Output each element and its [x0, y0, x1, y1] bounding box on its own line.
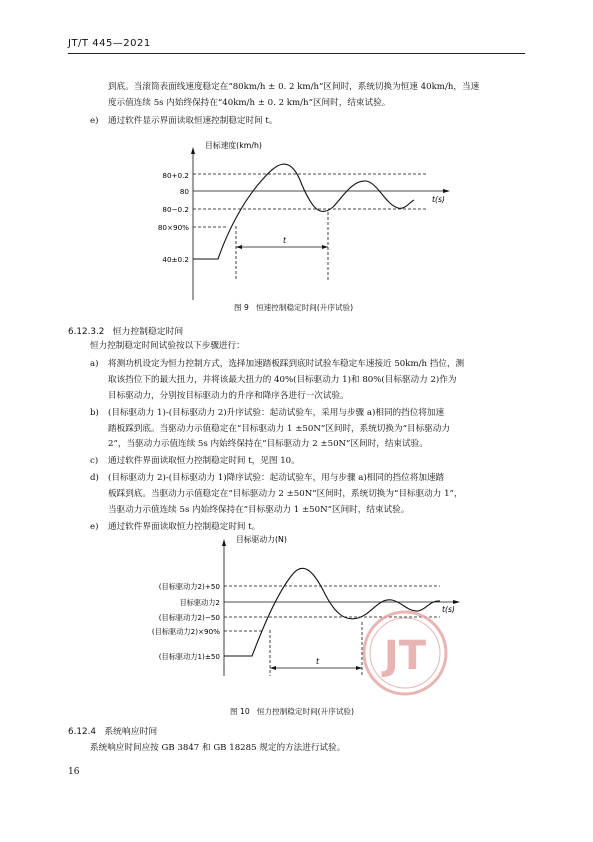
tick-label: (目标驱动力1)±50: [158, 652, 220, 661]
list-label: e): [90, 522, 99, 532]
x-axis-arrow: [443, 189, 450, 193]
list-label: e): [90, 116, 99, 126]
jt-stamp: [364, 612, 446, 694]
list-label: d): [90, 473, 99, 483]
paragraph-line: 目标驱动力，分别按目标驱动力的升序和降序各进行一次试验。: [108, 391, 349, 401]
paragraph-line: 到底。当滚筒表面线速度稳定在“80km/h ± 0. 2 km/h”区间时，系统切换为恒速 40km/h，当速: [108, 82, 480, 92]
paragraph-line: 2”，当驱动力示值连续 5s 内始终保持在“目标驱动力 2 ±50N”区间时，结束试验。: [108, 439, 428, 449]
y-axis-arrow: [191, 147, 195, 154]
paragraph-line: 踏板踩到底。当驱动力示值稳定在“目标驱动力 1 ±50N”区间时，系统切换为“目标驱动力: [108, 424, 450, 434]
x-axis-label: t(s): [442, 605, 455, 614]
paragraph-line: 通过软件界面读取恒力控制稳定时间 t，见图 10。: [108, 456, 300, 466]
caption-note: (升序试验): [316, 303, 354, 312]
heading-title: 系统响应时间: [104, 727, 158, 737]
page-number: 16: [68, 767, 80, 777]
y-axis-label: 目标驱动力(N): [236, 535, 287, 544]
paragraph-line: 将测功机设定为恒力控制方式，选择加速踏板踩到底时试验车稳定车速接近 50km/h 挡位，测: [108, 359, 465, 369]
paragraph-line: (目标驱动力 2)-(目标驱动力 1)降序试验：起动试验车，用与步骤 a)相同的挡位将加速踏: [108, 473, 445, 483]
caption-number: 图 10: [230, 707, 250, 716]
stamp-logo: JT: [383, 633, 427, 679]
tick-label: (目标驱动力2)−50: [158, 613, 220, 622]
section-heading: [68, 324, 183, 337]
figure-9-caption: [234, 302, 353, 313]
response-curve: [193, 164, 414, 259]
paragraph-line: 系统响应时间应按 GB 3847 和 GB 18285 规定的方法进行试验。: [90, 743, 346, 753]
caption-note: (升序试验): [317, 707, 354, 716]
heading-number: 6.12.4: [68, 727, 96, 737]
paragraph-line: 恒力控制稳定时间试验按以下步骤进行：: [90, 341, 245, 351]
paragraph-line: 通过软件显示界面读取恒速控制稳定时间 t。: [108, 116, 278, 126]
caption-title: 恒速控制稳定时间: [256, 303, 317, 312]
paragraph-line: 取该挡位下的最大扭力，并将该最大扭力的 40%(目标驱动力 1)和 80%(目标驱动力 2)作为: [108, 375, 457, 385]
list-label: c): [90, 456, 99, 466]
tick-label: 80×90%: [157, 223, 189, 232]
section-heading: [68, 724, 157, 737]
caption-number: 图 9: [234, 303, 249, 312]
tick-label: 目标驱动力2: [179, 598, 220, 607]
interval-label: t: [316, 657, 319, 666]
heading-number: 6.12.3.2: [68, 327, 105, 337]
tick-label: (目标驱动力2)×90%: [151, 627, 220, 636]
tick-label: 80+0.2: [162, 171, 189, 180]
list-label: a): [90, 359, 99, 369]
paragraph-line: 当驱动力示值连续 5s 内始终保持在“目标驱动力 1 ±50N”区间时，结束试验。: [108, 505, 410, 515]
tick-label: 80−0.2: [162, 205, 189, 214]
standard-number: JT/T 445—2021: [68, 38, 151, 49]
paragraph-line: (目标驱动力 1)-(目标驱动力 2)升序试验：起动试验车，采用与步骤 a)相同的挡位将加速: [108, 408, 445, 418]
paragraph-line: 板踩到底。当驱动力示值稳定在“目标驱动力 2 ±50N”区间时，系统切换为“目标驱动力 1”，: [108, 489, 463, 499]
heading-title: 恒力控制稳定时间: [112, 327, 184, 337]
list-label: b): [90, 408, 99, 418]
tick-label: 80: [179, 187, 189, 196]
tick-label: 40±0.2: [162, 255, 189, 264]
x-axis-label: t(s): [432, 195, 445, 204]
y-axis-label: 目标速度(km/h): [205, 141, 262, 150]
paragraph-line: 度示值连续 5s 内始终保持在“40km/h ± 0. 2 km/h”区间时，结束试验。: [108, 98, 391, 108]
interval-label: t: [283, 236, 286, 245]
tick-label: (目标驱动力2)+50: [158, 582, 220, 591]
figure-10-caption: [230, 706, 354, 717]
paragraph-line: 通过软件界面读取恒力控制稳定时间 t。: [108, 522, 261, 532]
caption-title: 恒力控制稳定时间: [256, 707, 318, 716]
